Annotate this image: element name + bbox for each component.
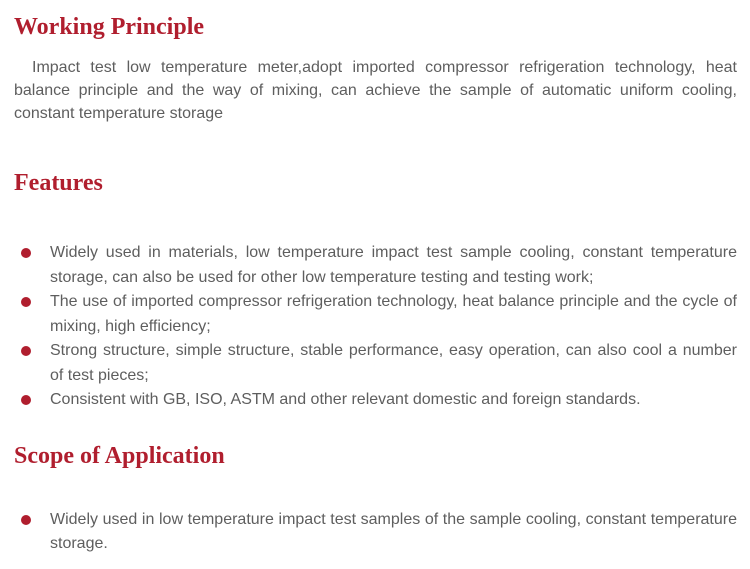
section-heading-features: Features bbox=[14, 170, 103, 196]
list-item bbox=[14, 339, 737, 388]
bullet-text: Strong structure, simple structure, stable performance, easy operation, can also cool a number of test pieces; bbox=[50, 342, 737, 384]
working-principle-paragraph: Impact test low temperature meter,adopt imported compressor refrigeration technology, heat balance principle and the way of mixing, can achieve the sample of automatic uniform cooling, constant temperature storage bbox=[14, 59, 737, 122]
bullet-icon bbox=[21, 395, 31, 405]
scope-of-application-list bbox=[14, 508, 737, 557]
bullet-text: Widely used in materials, low temperature impact test sample cooling, constant temperature storage, can also be used for other low temperature testing and testing work; bbox=[50, 244, 737, 286]
section-heading-working-principle: Working Principle bbox=[14, 14, 205, 40]
list-item bbox=[14, 290, 737, 339]
list-item bbox=[14, 388, 737, 413]
list-item bbox=[14, 241, 737, 290]
bullet-icon bbox=[21, 248, 31, 258]
bullet-icon bbox=[21, 297, 31, 307]
bullet-text: Widely used in low temperature impact test samples of the sample cooling, constant temperature storage. bbox=[50, 510, 737, 552]
features-list bbox=[14, 241, 737, 413]
bullet-text: The use of imported compressor refrigeration technology, heat balance principle and the cycle of mixing, high efficiency; bbox=[50, 293, 737, 335]
section-heading-scope-of-application: Scope of Application bbox=[14, 442, 225, 469]
list-item bbox=[14, 508, 737, 557]
bullet-icon bbox=[21, 515, 31, 525]
bullet-text: Consistent with GB, ISO, ASTM and other relevant domestic and foreign standards. bbox=[50, 391, 641, 408]
bullet-icon bbox=[21, 346, 31, 356]
